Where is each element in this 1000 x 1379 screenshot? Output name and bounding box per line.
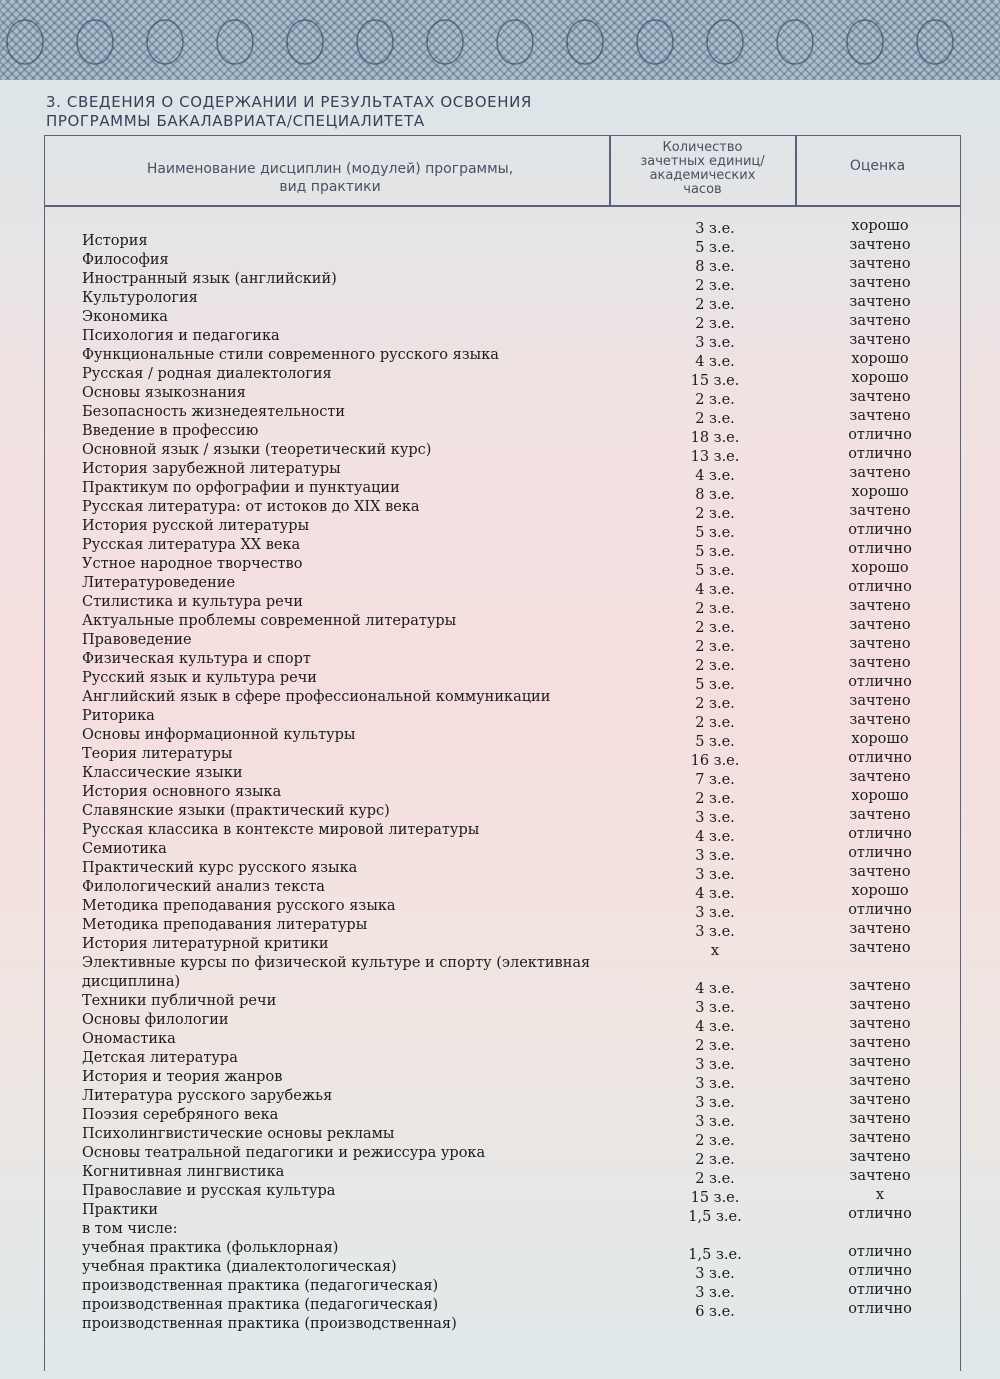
discipline-name: Устное народное творчество — [82, 556, 303, 572]
discipline-name: Практики — [82, 1202, 159, 1218]
discipline-name: Основы информационной культуры — [82, 727, 356, 743]
discipline-name: История зарубежной литературы — [82, 461, 341, 477]
grade-value: зачтено — [849, 1149, 911, 1165]
discipline-name: Правоведение — [82, 632, 192, 648]
header-divider — [44, 205, 960, 207]
credit-value: 3 з.е. — [695, 810, 735, 826]
credit-value: 4 з.е. — [695, 582, 735, 598]
credit-value: 2 з.е. — [695, 696, 735, 712]
section-title-line-2: ПРОГРАММЫ БАКАЛАВРИАТА/СПЕЦИАЛИТЕТА — [46, 112, 425, 130]
grades-column — [800, 217, 960, 1319]
grade-value: зачтено — [849, 864, 911, 880]
credit-value: 3 з.е. — [695, 867, 735, 883]
grade-value: отлично — [848, 522, 912, 538]
grade-value: отлично — [848, 541, 912, 557]
credit-value: х — [710, 943, 720, 959]
discipline-name: Психология и педагогика — [82, 328, 280, 344]
header-name-line-2: вид практики — [279, 179, 381, 195]
discipline-name: Славянские языки (практический курс) — [82, 803, 390, 819]
discipline-names-column — [82, 232, 602, 1334]
credit-value: 16 з.е. — [690, 753, 740, 769]
discipline-name: Практикум по орфографии и пунктуации — [82, 480, 400, 496]
discipline-name: Детская литература — [82, 1050, 238, 1066]
grade-value: зачтено — [849, 503, 911, 519]
credit-value: 5 з.е. — [695, 677, 735, 693]
credit-value: 2 з.е. — [695, 297, 735, 313]
header-credits-line-3: академических — [649, 168, 756, 183]
discipline-name: История русской литературы — [82, 518, 310, 534]
credit-value: 2 з.е. — [695, 278, 735, 294]
header-name — [120, 160, 540, 196]
section-title-line-1: 3. СВЕДЕНИЯ О СОДЕРЖАНИИ И РЕЗУЛЬТАТАХ ОСВОЕНИЯ — [46, 93, 532, 111]
credit-value: 5 з.е. — [695, 734, 735, 750]
grade-value: зачтено — [849, 1035, 911, 1051]
grade-value: зачтено — [849, 636, 911, 652]
credit-value: 3 з.е. — [695, 1266, 735, 1282]
discipline-name: Экономика — [82, 309, 168, 325]
grade-value: зачтено — [849, 655, 911, 671]
discipline-name: Классические языки — [82, 765, 243, 781]
discipline-name: производственная практика (производственная) — [82, 1316, 457, 1332]
discipline-name: Основной язык / языки (теоретический курс) — [82, 442, 432, 458]
discipline-name: в том числе: — [82, 1221, 178, 1237]
credit-value: 3 з.е. — [695, 221, 735, 237]
discipline-name: История и теория жанров — [82, 1069, 283, 1085]
credit-value: 4 з.е. — [695, 354, 735, 370]
header-grade: Оценка — [849, 158, 906, 174]
grade-value: хорошо — [851, 218, 909, 234]
discipline-name: Основы театральной педагогики и режиссура урока — [82, 1145, 486, 1161]
grade-value: зачтено — [849, 1111, 911, 1127]
row-spacer — [630, 1227, 800, 1246]
grade-value: хорошо — [851, 731, 909, 747]
grade-value: отлично — [848, 1301, 912, 1317]
discipline-name: Теория литературы — [82, 746, 233, 762]
discipline-name: Семиотика — [82, 841, 167, 857]
credit-value: 7 з.е. — [695, 772, 735, 788]
security-pattern-band — [0, 0, 1000, 80]
grade-value: отлично — [848, 750, 912, 766]
credit-value: 4 з.е. — [695, 1019, 735, 1035]
credit-value: 4 з.е. — [695, 981, 735, 997]
credit-value: 3 з.е. — [695, 848, 735, 864]
grade-value: отлично — [848, 579, 912, 595]
discipline-name: Риторика — [82, 708, 155, 724]
section-title — [46, 93, 532, 131]
grade-value: отлично — [848, 1244, 912, 1260]
credit-value: 5 з.е. — [695, 563, 735, 579]
grade-value: зачтено — [849, 1073, 911, 1089]
credit-value: 2 з.е. — [695, 506, 735, 522]
discipline-name: Иностранный язык (английский) — [82, 271, 337, 287]
credit-value: 2 з.е. — [695, 791, 735, 807]
credit-value: 3 з.е. — [695, 1076, 735, 1092]
credit-value: 8 з.е. — [695, 487, 735, 503]
row-spacer — [800, 958, 960, 977]
grade-value: зачтено — [849, 617, 911, 633]
credit-value: 15 з.е. — [690, 1190, 740, 1206]
credit-value: 2 з.е. — [695, 639, 735, 655]
grade-value: зачтено — [849, 598, 911, 614]
credit-value: 2 з.е. — [695, 620, 735, 636]
grade-value: отлично — [848, 674, 912, 690]
grade-value: зачтено — [849, 940, 911, 956]
credit-value: 3 з.е. — [695, 905, 735, 921]
credit-value: 2 з.е. — [695, 411, 735, 427]
grade-value: зачтено — [849, 1092, 911, 1108]
credit-value: 2 з.е. — [695, 1038, 735, 1054]
grade-value: зачтено — [849, 921, 911, 937]
discipline-name: История литературной критики — [82, 936, 329, 952]
discipline-name: Русский язык и культура речи — [82, 670, 317, 686]
credit-value: 13 з.е. — [690, 449, 740, 465]
grade-value: отлично — [848, 1282, 912, 1298]
discipline-name: Физическая культура и спорт — [82, 651, 311, 667]
grade-value: хорошо — [851, 788, 909, 804]
discipline-name: Литературоведение — [82, 575, 236, 591]
grade-value: зачтено — [849, 389, 911, 405]
discipline-name: учебная практика (диалектологическая) — [82, 1259, 397, 1275]
grade-value: зачтено — [849, 332, 911, 348]
credit-value: 6 з.е. — [695, 1304, 735, 1320]
discipline-name: Русская / родная диалектология — [82, 366, 332, 382]
discipline-name: учебная практика (фольклорная) — [82, 1240, 339, 1256]
credit-value: 2 з.е. — [695, 601, 735, 617]
credit-value: 2 з.е. — [695, 715, 735, 731]
column-divider-1 — [609, 135, 611, 207]
discipline-name: Философия — [82, 252, 169, 268]
credit-value: 3 з.е. — [695, 1057, 735, 1073]
credit-value: 3 з.е. — [695, 1114, 735, 1130]
discipline-name: Православие и русская культура — [82, 1183, 336, 1199]
discipline-name: Русская литература: от истоков до XIX века — [82, 499, 420, 515]
credits-column — [630, 220, 800, 1322]
grade-value: зачтено — [849, 237, 911, 253]
header-name-line-1: Наименование дисциплин (модулей) программы, — [146, 161, 514, 177]
header-credits — [615, 141, 790, 197]
credit-value: 3 з.е. — [695, 1285, 735, 1301]
grade-value: хорошо — [851, 370, 909, 386]
credit-value: 2 з.е. — [695, 392, 735, 408]
discipline-name: Стилистика и культура речи — [82, 594, 303, 610]
credit-value: 5 з.е. — [695, 525, 735, 541]
discipline-name: Введение в профессию — [82, 423, 259, 439]
credit-value: 1,5 з.е. — [688, 1247, 742, 1263]
grade-value: х — [875, 1187, 885, 1203]
row-spacer — [800, 1224, 960, 1243]
discipline-name: История основного языка — [82, 784, 282, 800]
grade-value: отлично — [848, 427, 912, 443]
grade-value: зачтено — [849, 978, 911, 994]
credit-value: 2 з.е. — [695, 316, 735, 332]
discipline-name: Русская классика в контексте мировой литературы — [82, 822, 480, 838]
ornament-row — [0, 12, 1000, 72]
grade-value: отлично — [848, 845, 912, 861]
credit-value: 3 з.е. — [695, 924, 735, 940]
credit-value: 4 з.е. — [695, 468, 735, 484]
discipline-name: История — [82, 233, 148, 249]
credit-value: 18 з.е. — [690, 430, 740, 446]
header-credits-line-1: Количество — [662, 140, 743, 155]
discipline-name: Безопасность жизнедеятельности — [82, 404, 346, 420]
grade-value: зачтено — [849, 1168, 911, 1184]
credit-value: 3 з.е. — [695, 1000, 735, 1016]
grade-value: отлично — [848, 826, 912, 842]
grade-value: хорошо — [851, 484, 909, 500]
discipline-name: производственная практика (педагогическая) — [82, 1278, 439, 1294]
credit-value: 3 з.е. — [695, 335, 735, 351]
grade-value: зачтено — [849, 465, 911, 481]
discipline-name: производственная практика (педагогическая) — [82, 1297, 439, 1313]
credit-value: 8 з.е. — [695, 259, 735, 275]
grade-value: хорошо — [851, 883, 909, 899]
credit-value: 5 з.е. — [695, 240, 735, 256]
discipline-name: Ономастика — [82, 1031, 176, 1047]
discipline-name: Когнитивная лингвистика — [82, 1164, 285, 1180]
grade-value: зачтено — [849, 1054, 911, 1070]
column-divider-2 — [795, 135, 797, 207]
discipline-name: Методика преподавания русского языка — [82, 898, 396, 914]
credit-value: 1,5 з.е. — [688, 1209, 742, 1225]
credit-value: 4 з.е. — [695, 886, 735, 902]
grade-value: зачтено — [849, 256, 911, 272]
grade-value: зачтено — [849, 1016, 911, 1032]
discipline-name: Культурология — [82, 290, 198, 306]
discipline-name: Английский язык в сфере профессиональной коммуникации — [82, 689, 551, 705]
grade-value: отлично — [848, 1263, 912, 1279]
grade-value: зачтено — [849, 693, 911, 709]
discipline-name: Литература русского зарубежья — [82, 1088, 333, 1104]
grade-value: зачтено — [849, 807, 911, 823]
credit-value: 2 з.е. — [695, 658, 735, 674]
grade-value: отлично — [848, 902, 912, 918]
discipline-name: Практический курс русского языка — [82, 860, 358, 876]
grade-value: зачтено — [849, 997, 911, 1013]
header-credits-line-4: часов — [683, 182, 722, 197]
discipline-name: Основы языкознания — [82, 385, 246, 401]
discipline-name: Функциональные стили современного русского языка — [82, 347, 499, 363]
grade-value: отлично — [848, 446, 912, 462]
credit-value: 15 з.е. — [690, 373, 740, 389]
header-credits-line-2: зачетных единиц/ — [640, 154, 765, 169]
grade-value: хорошо — [851, 560, 909, 576]
discipline-name: Методика преподавания литературы — [82, 917, 368, 933]
grade-value: зачтено — [849, 712, 911, 728]
grade-value: отлично — [848, 1206, 912, 1222]
grade-value: зачтено — [849, 408, 911, 424]
credit-value: 3 з.е. — [695, 1095, 735, 1111]
credit-value: 2 з.е. — [695, 1171, 735, 1187]
discipline-name: Филологический анализ текста — [82, 879, 325, 895]
credit-value: 2 з.е. — [695, 1133, 735, 1149]
discipline-name: Поэзия серебряного века — [82, 1107, 279, 1123]
discipline-name: Техники публичной речи — [82, 993, 277, 1009]
discipline-name: Русская литература XX века — [82, 537, 301, 553]
grade-value: зачтено — [849, 1130, 911, 1146]
row-spacer — [630, 961, 800, 980]
grade-value: зачтено — [849, 275, 911, 291]
grade-value: зачтено — [849, 769, 911, 785]
credit-value: 5 з.е. — [695, 544, 735, 560]
grade-value: зачтено — [849, 294, 911, 310]
discipline-name: Актуальные проблемы современной литературы — [82, 613, 457, 629]
credit-value: 2 з.е. — [695, 1152, 735, 1168]
credit-value: 4 з.е. — [695, 829, 735, 845]
discipline-name: Элективные курсы по физической культуре и спорту (элективная дисциплина) — [82, 955, 591, 990]
grade-value: хорошо — [851, 351, 909, 367]
discipline-name: Психолингвистические основы рекламы — [82, 1126, 395, 1142]
grade-value: зачтено — [849, 313, 911, 329]
discipline-name: Основы филологии — [82, 1012, 229, 1028]
